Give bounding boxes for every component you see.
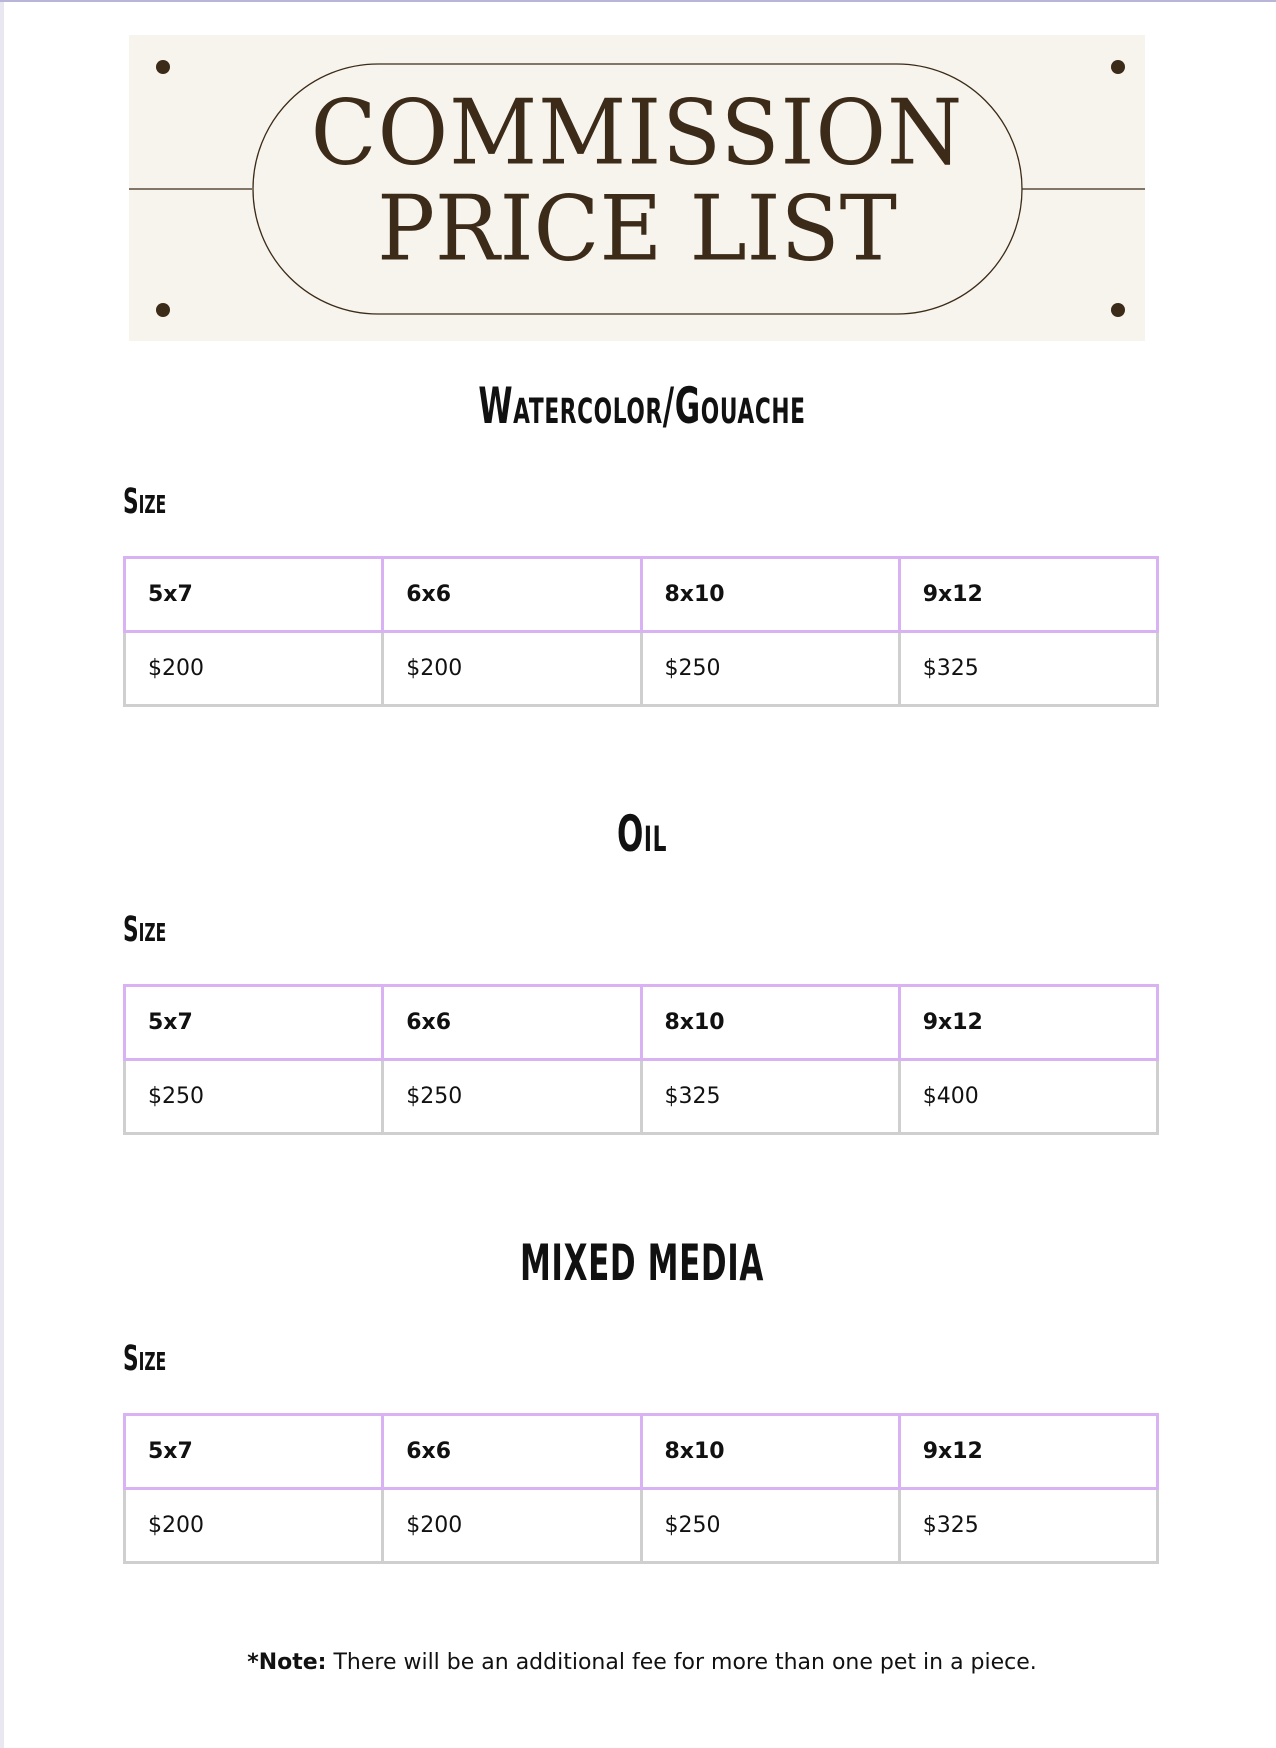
price-cell: $200 (383, 1489, 641, 1563)
size-label: Size (123, 910, 167, 950)
price-table-mixed-media (123, 1413, 1159, 1564)
price-cell: $325 (641, 1060, 899, 1134)
title-banner (129, 35, 1145, 341)
dot-bottom-right (1111, 303, 1125, 317)
price-cell: $250 (641, 632, 899, 706)
price-cell: $200 (383, 632, 641, 706)
size-label: Size (123, 1339, 167, 1379)
footnote-label: *Note: (247, 1650, 327, 1675)
size-label: Size (123, 482, 167, 522)
size-cell: 9x12 (899, 1415, 1157, 1489)
price-cell: $200 (125, 1489, 383, 1563)
table-row-sizes (125, 1415, 1158, 1489)
price-cell: $325 (899, 632, 1157, 706)
dot-top-left (156, 60, 170, 74)
size-cell: 5x7 (125, 558, 383, 632)
price-cell: $200 (125, 632, 383, 706)
price-cell: $400 (899, 1060, 1157, 1134)
banner-title (129, 80, 1145, 282)
section-title-watercolor: Watercolor/Gouache (478, 377, 806, 435)
dot-top-right (1111, 60, 1125, 74)
size-cell: 8x10 (641, 1415, 899, 1489)
table-row-prices (125, 632, 1158, 706)
size-cell: 6x6 (383, 558, 641, 632)
price-cell: $250 (383, 1060, 641, 1134)
size-cell: 6x6 (383, 1415, 641, 1489)
size-cell: 8x10 (641, 986, 899, 1060)
size-cell: 9x12 (899, 986, 1157, 1060)
size-cell: 5x7 (125, 986, 383, 1060)
table-row-sizes (125, 986, 1158, 1060)
section-title-oil: Oil (616, 805, 668, 863)
table-row-prices (125, 1060, 1158, 1134)
size-cell: 9x12 (899, 558, 1157, 632)
size-cell: 5x7 (125, 1415, 383, 1489)
size-cell: 8x10 (641, 558, 899, 632)
price-cell: $250 (125, 1060, 383, 1134)
banner-title-line1: COMMISSION (310, 80, 964, 186)
footnote (4, 1650, 1276, 1675)
table-row-sizes (125, 558, 1158, 632)
footnote-text: There will be an additional fee for more than one pet in a piece. (326, 1650, 1037, 1675)
price-table-watercolor (123, 556, 1159, 707)
size-cell: 6x6 (383, 986, 641, 1060)
table-row-prices (125, 1489, 1158, 1563)
price-cell: $325 (899, 1489, 1157, 1563)
section-title-mixed-media: MIXED MEDIA (519, 1234, 765, 1292)
dot-bottom-left (156, 303, 170, 317)
price-list-page (4, 2, 1276, 1748)
price-cell: $250 (641, 1489, 899, 1563)
banner-title-line2: PRICE LIST (377, 176, 897, 282)
price-table-oil (123, 984, 1159, 1135)
